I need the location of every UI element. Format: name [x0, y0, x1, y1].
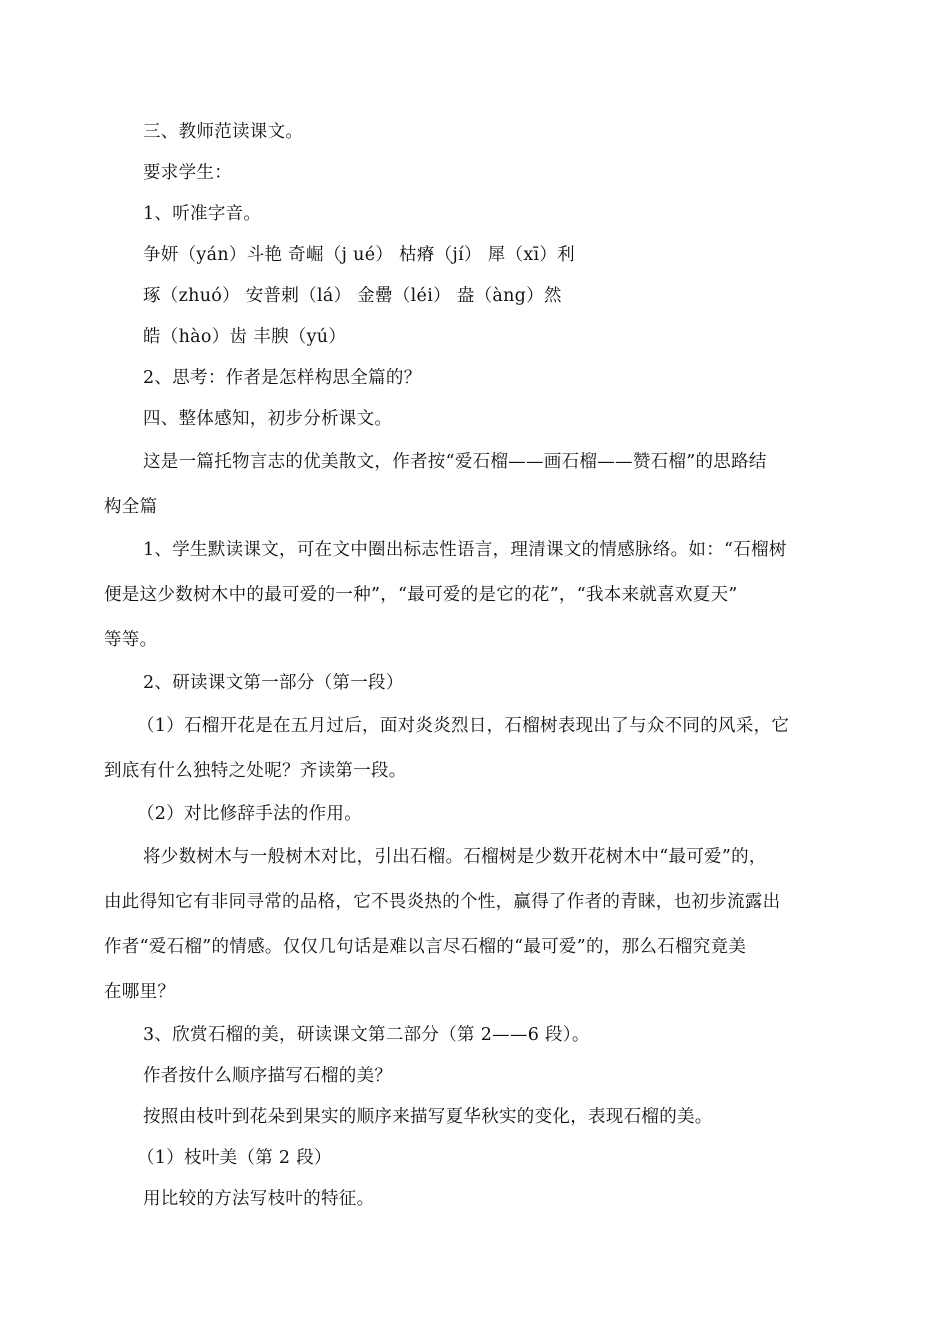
list-item: （1）枝叶美（第 2 段） — [137, 1148, 332, 1168]
pinyin-line: 争妍（yán）斗艳 奇崛（j ué） 枯瘠（jí） 犀（xī）利 — [143, 245, 575, 265]
list-item: 1、听准字音。 — [143, 204, 262, 224]
paragraph-continuation: 由此得知它有非同寻常的品格，它不畏炎热的个性，赢得了作者的青睐，也初步流露出 — [104, 892, 781, 912]
list-item: 3、欣赏石榴的美，研读课文第二部分（第 2——6 段）。 — [143, 1025, 590, 1045]
paragraph-continuation: 到底有什么独特之处呢？齐读第一段。 — [104, 761, 407, 781]
section-heading-4: 四、整体感知，初步分析课文。 — [143, 409, 393, 429]
section-heading-3: 三、教师范读课文。 — [143, 122, 304, 142]
paragraph-continuation: 作者“爱石榴”的情感。仅仅几句话是难以言尽石榴的“最可爱”的，那么石榴究竟美 — [104, 937, 747, 957]
paragraph-continuation: 在哪里？ — [104, 982, 176, 1002]
list-item: （1）石榴开花是在五月过后，面对炎炎烈日，石榴树表现出了与众不同的风采，它 — [137, 716, 790, 736]
paragraph: 用比较的方法写枝叶的特征。 — [143, 1189, 375, 1209]
paragraph-continuation: 等等。 — [104, 630, 158, 650]
paragraph-continuation: 构全篇 — [104, 497, 158, 517]
paragraph: 这是一篇托物言志的优美散文，作者按“爱石榴——画石榴——赞石榴”的思路结 — [143, 452, 767, 472]
list-item: （2）对比修辞手法的作用。 — [137, 804, 363, 824]
paragraph: 将少数树木与一般树木对比，引出石榴。石榴树是少数开花树木中“最可爱”的， — [143, 847, 767, 867]
paragraph: 按照由枝叶到花朵到果实的顺序来描写夏华秋实的变化，表现石榴的美。 — [143, 1107, 713, 1127]
paragraph: 作者按什么顺序描写石榴的美？ — [143, 1066, 393, 1086]
list-item: 2、思考：作者是怎样构思全篇的？ — [143, 368, 422, 388]
list-item: 2、研读课文第一部分（第一段） — [143, 673, 404, 693]
pinyin-line: 琢（zhuó） 安普剌（lá） 金罍（léi） 盎（àng）然 — [143, 286, 562, 306]
pinyin-line: 皓（hào）齿 丰腴（yú） — [143, 327, 347, 347]
paragraph: 要求学生： — [143, 163, 232, 183]
paragraph-continuation: 便是这少数树木中的最可爱的一种”，“最可爱的是它的花”，“我本来就喜欢夏天” — [104, 585, 738, 605]
list-item: 1、学生默读课文，可在文中圈出标志性语言，理清课文的情感脉络。如：“石榴树 — [143, 540, 787, 560]
